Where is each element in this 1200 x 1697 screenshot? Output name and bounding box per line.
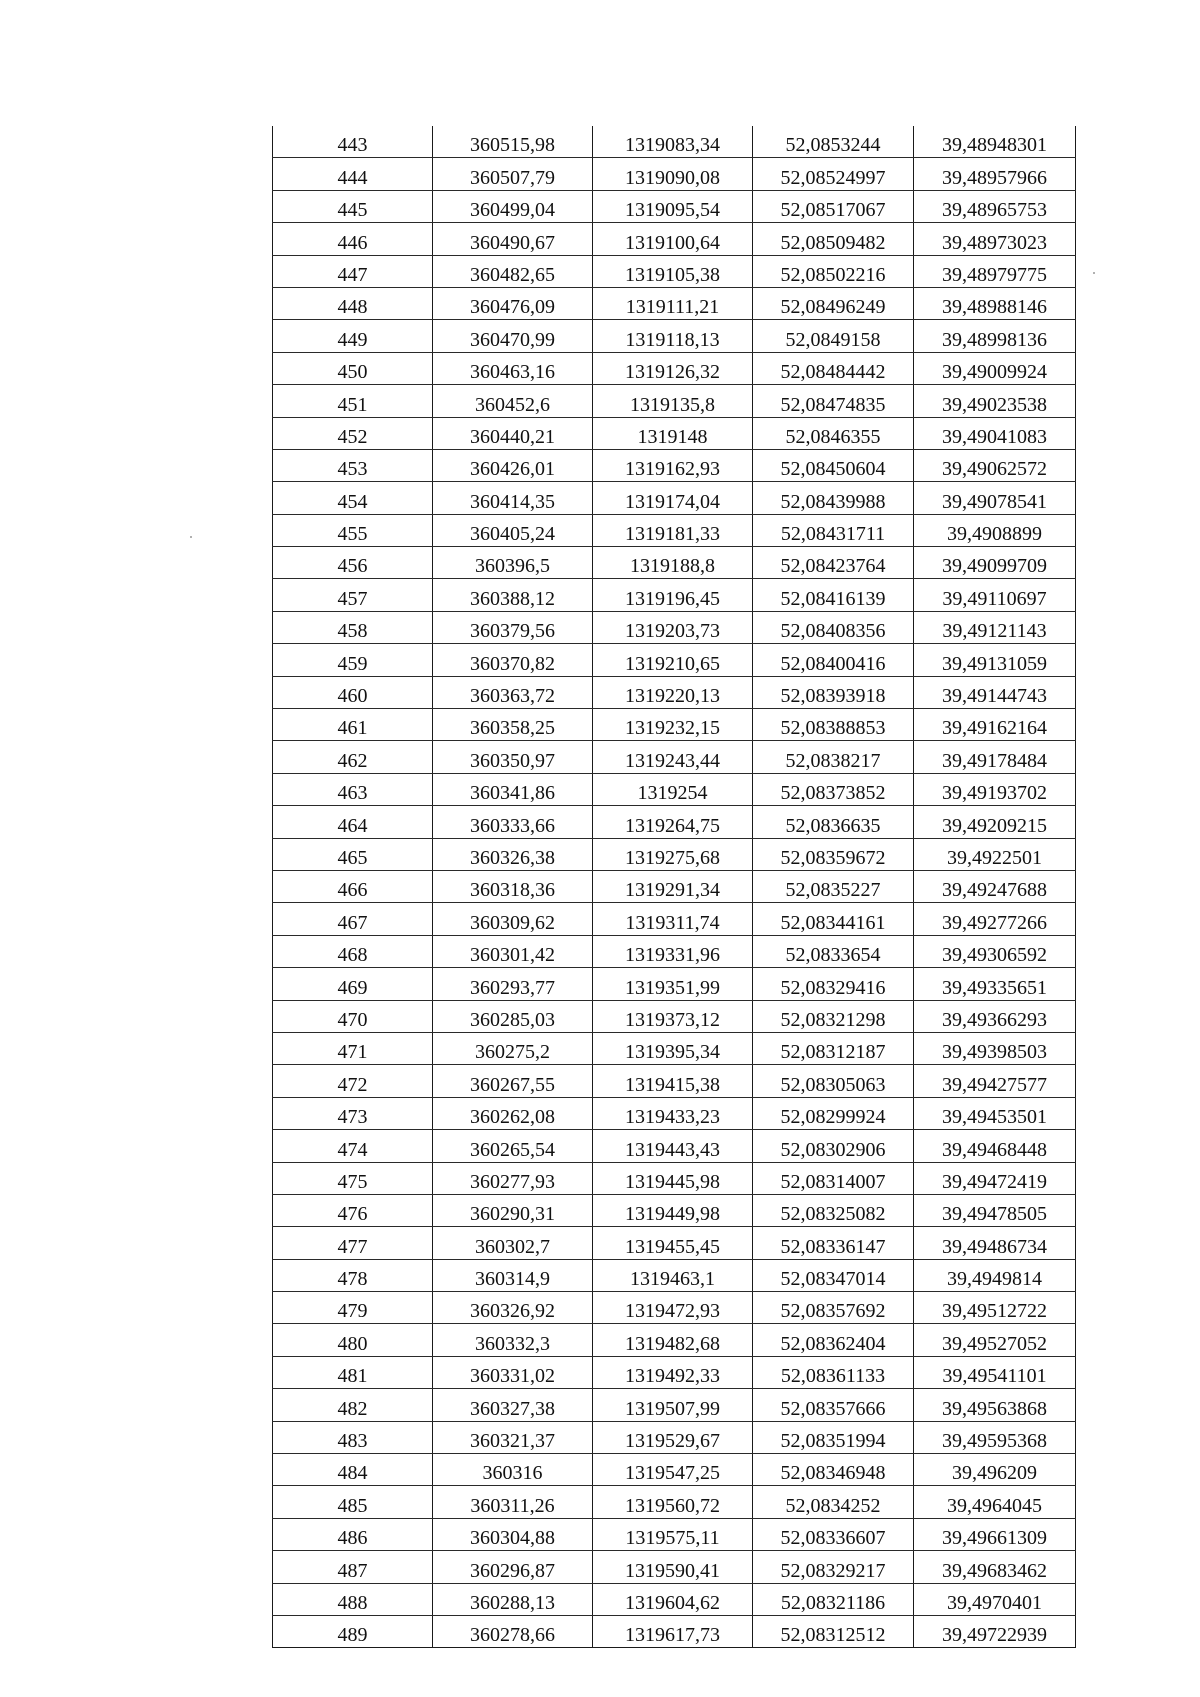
point-number-cell: 449 [273, 320, 433, 352]
table-row [273, 644, 1076, 676]
table-row [273, 1032, 1076, 1064]
table-row [273, 773, 1076, 805]
y-coordinate-cell: 1319232,15 [593, 709, 753, 741]
longitude-cell: 39,48948301 [914, 126, 1076, 158]
longitude-cell: 39,48965753 [914, 190, 1076, 222]
point-number-cell: 481 [273, 1356, 433, 1388]
x-coordinate-cell: 360302,7 [433, 1227, 593, 1259]
longitude-cell: 39,48988146 [914, 287, 1076, 319]
latitude-cell: 52,08509482 [753, 223, 914, 255]
y-coordinate-cell: 1319547,25 [593, 1454, 753, 1486]
latitude-cell: 52,08321298 [753, 1000, 914, 1032]
y-coordinate-cell: 1319373,12 [593, 1000, 753, 1032]
x-coordinate-cell: 360304,88 [433, 1518, 593, 1550]
longitude-cell: 39,49427577 [914, 1065, 1076, 1097]
latitude-cell: 52,08299924 [753, 1097, 914, 1129]
table-row [273, 579, 1076, 611]
x-coordinate-cell: 360293,77 [433, 968, 593, 1000]
point-number-cell: 470 [273, 1000, 433, 1032]
latitude-cell: 52,08314007 [753, 1162, 914, 1194]
table-row [273, 158, 1076, 190]
longitude-cell: 39,49193702 [914, 773, 1076, 805]
table-row [273, 1454, 1076, 1486]
y-coordinate-cell: 1319095,54 [593, 190, 753, 222]
table-row [273, 806, 1076, 838]
longitude-cell: 39,48979775 [914, 255, 1076, 287]
x-coordinate-cell: 360275,2 [433, 1032, 593, 1064]
x-coordinate-cell: 360515,98 [433, 126, 593, 158]
latitude-cell: 52,08474835 [753, 385, 914, 417]
y-coordinate-cell: 1319575,11 [593, 1518, 753, 1550]
latitude-cell: 52,08373852 [753, 773, 914, 805]
table-row [273, 449, 1076, 481]
longitude-cell: 39,49366293 [914, 1000, 1076, 1032]
table-row [273, 385, 1076, 417]
latitude-cell: 52,08312187 [753, 1032, 914, 1064]
latitude-cell: 52,0836635 [753, 806, 914, 838]
point-number-cell: 473 [273, 1097, 433, 1129]
table-row [273, 1324, 1076, 1356]
point-number-cell: 452 [273, 417, 433, 449]
x-coordinate-cell: 360363,72 [433, 676, 593, 708]
x-coordinate-cell: 360296,87 [433, 1551, 593, 1583]
x-coordinate-cell: 360463,16 [433, 352, 593, 384]
point-number-cell: 471 [273, 1032, 433, 1064]
y-coordinate-cell: 1319433,23 [593, 1097, 753, 1129]
x-coordinate-cell: 360262,08 [433, 1097, 593, 1129]
longitude-cell: 39,49178484 [914, 741, 1076, 773]
y-coordinate-cell: 1319449,98 [593, 1194, 753, 1226]
coordinates-table-body [273, 126, 1076, 1648]
x-coordinate-cell: 360265,54 [433, 1130, 593, 1162]
y-coordinate-cell: 1319243,44 [593, 741, 753, 773]
point-number-cell: 462 [273, 741, 433, 773]
longitude-cell: 39,49722939 [914, 1615, 1076, 1647]
table-row [273, 870, 1076, 902]
y-coordinate-cell: 1319220,13 [593, 676, 753, 708]
longitude-cell: 39,49595368 [914, 1421, 1076, 1453]
x-coordinate-cell: 360326,92 [433, 1292, 593, 1324]
x-coordinate-cell: 360267,55 [433, 1065, 593, 1097]
latitude-cell: 52,0846355 [753, 417, 914, 449]
x-coordinate-cell: 360288,13 [433, 1583, 593, 1615]
point-number-cell: 472 [273, 1065, 433, 1097]
latitude-cell: 52,08517067 [753, 190, 914, 222]
longitude-cell: 39,49335651 [914, 968, 1076, 1000]
point-number-cell: 484 [273, 1454, 433, 1486]
latitude-cell: 52,0853244 [753, 126, 914, 158]
longitude-cell: 39,49472419 [914, 1162, 1076, 1194]
point-number-cell: 478 [273, 1259, 433, 1291]
x-coordinate-cell: 360290,31 [433, 1194, 593, 1226]
latitude-cell: 52,08347014 [753, 1259, 914, 1291]
table-row [273, 190, 1076, 222]
point-number-cell: 448 [273, 287, 433, 319]
point-number-cell: 453 [273, 449, 433, 481]
x-coordinate-cell: 360358,25 [433, 709, 593, 741]
table-row [273, 547, 1076, 579]
x-coordinate-cell: 360350,97 [433, 741, 593, 773]
x-coordinate-cell: 360388,12 [433, 579, 593, 611]
longitude-cell: 39,49144743 [914, 676, 1076, 708]
x-coordinate-cell: 360278,66 [433, 1615, 593, 1647]
point-number-cell: 454 [273, 482, 433, 514]
y-coordinate-cell: 1319604,62 [593, 1583, 753, 1615]
y-coordinate-cell: 1319196,45 [593, 579, 753, 611]
point-number-cell: 485 [273, 1486, 433, 1518]
table-row [273, 287, 1076, 319]
table-row [273, 935, 1076, 967]
x-coordinate-cell: 360405,24 [433, 514, 593, 546]
x-coordinate-cell: 360301,42 [433, 935, 593, 967]
coordinates-table [272, 126, 1076, 1648]
y-coordinate-cell: 1319264,75 [593, 806, 753, 838]
table-row [273, 838, 1076, 870]
table-row [273, 903, 1076, 935]
point-number-cell: 488 [273, 1583, 433, 1615]
scan-speck [1093, 272, 1095, 274]
table-row [273, 1583, 1076, 1615]
y-coordinate-cell: 1319507,99 [593, 1389, 753, 1421]
point-number-cell: 459 [273, 644, 433, 676]
latitude-cell: 52,08359672 [753, 838, 914, 870]
y-coordinate-cell: 1319482,68 [593, 1324, 753, 1356]
y-coordinate-cell: 1319529,67 [593, 1421, 753, 1453]
table-row [273, 1615, 1076, 1647]
point-number-cell: 450 [273, 352, 433, 384]
y-coordinate-cell: 1319174,04 [593, 482, 753, 514]
longitude-cell: 39,49398503 [914, 1032, 1076, 1064]
table-row [273, 1227, 1076, 1259]
longitude-cell: 39,4964045 [914, 1486, 1076, 1518]
latitude-cell: 52,08305063 [753, 1065, 914, 1097]
y-coordinate-cell: 1319090,08 [593, 158, 753, 190]
longitude-cell: 39,49099709 [914, 547, 1076, 579]
point-number-cell: 467 [273, 903, 433, 935]
y-coordinate-cell: 1319443,43 [593, 1130, 753, 1162]
y-coordinate-cell: 1319311,74 [593, 903, 753, 935]
table-row [273, 1551, 1076, 1583]
y-coordinate-cell: 1319083,34 [593, 126, 753, 158]
table-row [273, 1389, 1076, 1421]
point-number-cell: 487 [273, 1551, 433, 1583]
point-number-cell: 446 [273, 223, 433, 255]
longitude-cell: 39,4949814 [914, 1259, 1076, 1291]
latitude-cell: 52,08393918 [753, 676, 914, 708]
table-row [273, 1292, 1076, 1324]
y-coordinate-cell: 1319445,98 [593, 1162, 753, 1194]
point-number-cell: 457 [273, 579, 433, 611]
latitude-cell: 52,08362404 [753, 1324, 914, 1356]
x-coordinate-cell: 360414,35 [433, 482, 593, 514]
y-coordinate-cell: 1319617,73 [593, 1615, 753, 1647]
point-number-cell: 447 [273, 255, 433, 287]
x-coordinate-cell: 360332,3 [433, 1324, 593, 1356]
table-row [273, 1000, 1076, 1032]
y-coordinate-cell: 1319188,8 [593, 547, 753, 579]
longitude-cell: 39,4970401 [914, 1583, 1076, 1615]
y-coordinate-cell: 1319135,8 [593, 385, 753, 417]
point-number-cell: 486 [273, 1518, 433, 1550]
table-row [273, 352, 1076, 384]
longitude-cell: 39,49110697 [914, 579, 1076, 611]
point-number-cell: 458 [273, 611, 433, 643]
latitude-cell: 52,08302906 [753, 1130, 914, 1162]
y-coordinate-cell: 1319331,96 [593, 935, 753, 967]
x-coordinate-cell: 360285,03 [433, 1000, 593, 1032]
x-coordinate-cell: 360321,37 [433, 1421, 593, 1453]
longitude-cell: 39,48998136 [914, 320, 1076, 352]
latitude-cell: 52,08321186 [753, 1583, 914, 1615]
table-row [273, 1421, 1076, 1453]
point-number-cell: 466 [273, 870, 433, 902]
y-coordinate-cell: 1319351,99 [593, 968, 753, 1000]
point-number-cell: 460 [273, 676, 433, 708]
longitude-cell: 39,49541101 [914, 1356, 1076, 1388]
point-number-cell: 465 [273, 838, 433, 870]
latitude-cell: 52,08357692 [753, 1292, 914, 1324]
latitude-cell: 52,08336147 [753, 1227, 914, 1259]
point-number-cell: 469 [273, 968, 433, 1000]
longitude-cell: 39,49009924 [914, 352, 1076, 384]
y-coordinate-cell: 1319291,34 [593, 870, 753, 902]
table-row [273, 1065, 1076, 1097]
latitude-cell: 52,0834252 [753, 1486, 914, 1518]
longitude-cell: 39,49306592 [914, 935, 1076, 967]
x-coordinate-cell: 360396,5 [433, 547, 593, 579]
longitude-cell: 39,49527052 [914, 1324, 1076, 1356]
longitude-cell: 39,49062572 [914, 449, 1076, 481]
table-row [273, 514, 1076, 546]
y-coordinate-cell: 1319472,93 [593, 1292, 753, 1324]
latitude-cell: 52,0838217 [753, 741, 914, 773]
point-number-cell: 476 [273, 1194, 433, 1226]
x-coordinate-cell: 360426,01 [433, 449, 593, 481]
table-row [273, 1518, 1076, 1550]
table-row [273, 417, 1076, 449]
longitude-cell: 39,4908899 [914, 514, 1076, 546]
y-coordinate-cell: 1319590,41 [593, 1551, 753, 1583]
x-coordinate-cell: 360331,02 [433, 1356, 593, 1388]
point-number-cell: 479 [273, 1292, 433, 1324]
longitude-cell: 39,49683462 [914, 1551, 1076, 1583]
latitude-cell: 52,08439988 [753, 482, 914, 514]
latitude-cell: 52,08361133 [753, 1356, 914, 1388]
y-coordinate-cell: 1319275,68 [593, 838, 753, 870]
table-row [273, 676, 1076, 708]
point-number-cell: 443 [273, 126, 433, 158]
x-coordinate-cell: 360370,82 [433, 644, 593, 676]
point-number-cell: 461 [273, 709, 433, 741]
x-coordinate-cell: 360318,36 [433, 870, 593, 902]
table-row [273, 1194, 1076, 1226]
y-coordinate-cell: 1319148 [593, 417, 753, 449]
table-row [273, 968, 1076, 1000]
table-row [273, 709, 1076, 741]
latitude-cell: 52,08336607 [753, 1518, 914, 1550]
x-coordinate-cell: 360476,09 [433, 287, 593, 319]
point-number-cell: 463 [273, 773, 433, 805]
latitude-cell: 52,08431711 [753, 514, 914, 546]
y-coordinate-cell: 1319254 [593, 773, 753, 805]
x-coordinate-cell: 360440,21 [433, 417, 593, 449]
x-coordinate-cell: 360490,67 [433, 223, 593, 255]
latitude-cell: 52,08502216 [753, 255, 914, 287]
longitude-cell: 39,49078541 [914, 482, 1076, 514]
longitude-cell: 39,49478505 [914, 1194, 1076, 1226]
y-coordinate-cell: 1319203,73 [593, 611, 753, 643]
y-coordinate-cell: 1319492,33 [593, 1356, 753, 1388]
point-number-cell: 482 [273, 1389, 433, 1421]
point-number-cell: 483 [273, 1421, 433, 1453]
x-coordinate-cell: 360379,56 [433, 611, 593, 643]
y-coordinate-cell: 1319105,38 [593, 255, 753, 287]
table-row [273, 320, 1076, 352]
latitude-cell: 52,08344161 [753, 903, 914, 935]
longitude-cell: 39,49209215 [914, 806, 1076, 838]
latitude-cell: 52,08346948 [753, 1454, 914, 1486]
point-number-cell: 444 [273, 158, 433, 190]
latitude-cell: 52,08484442 [753, 352, 914, 384]
latitude-cell: 52,08351994 [753, 1421, 914, 1453]
latitude-cell: 52,08408356 [753, 611, 914, 643]
latitude-cell: 52,08400416 [753, 644, 914, 676]
y-coordinate-cell: 1319162,93 [593, 449, 753, 481]
table-row [273, 741, 1076, 773]
table-row [273, 223, 1076, 255]
point-number-cell: 477 [273, 1227, 433, 1259]
latitude-cell: 52,0849158 [753, 320, 914, 352]
table-row [273, 255, 1076, 287]
longitude-cell: 39,49563868 [914, 1389, 1076, 1421]
x-coordinate-cell: 360470,99 [433, 320, 593, 352]
point-number-cell: 480 [273, 1324, 433, 1356]
longitude-cell: 39,49468448 [914, 1130, 1076, 1162]
point-number-cell: 445 [273, 190, 433, 222]
y-coordinate-cell: 1319126,32 [593, 352, 753, 384]
y-coordinate-cell: 1319560,72 [593, 1486, 753, 1518]
latitude-cell: 52,0835227 [753, 870, 914, 902]
latitude-cell: 52,08496249 [753, 287, 914, 319]
y-coordinate-cell: 1319455,45 [593, 1227, 753, 1259]
table-row [273, 1130, 1076, 1162]
table-row [273, 1259, 1076, 1291]
x-coordinate-cell: 360327,38 [433, 1389, 593, 1421]
table-row [273, 482, 1076, 514]
point-number-cell: 464 [273, 806, 433, 838]
longitude-cell: 39,49041083 [914, 417, 1076, 449]
point-number-cell: 468 [273, 935, 433, 967]
x-coordinate-cell: 360314,9 [433, 1259, 593, 1291]
table-row [273, 1097, 1076, 1129]
latitude-cell: 52,0833654 [753, 935, 914, 967]
latitude-cell: 52,08325082 [753, 1194, 914, 1226]
point-number-cell: 475 [273, 1162, 433, 1194]
longitude-cell: 39,49453501 [914, 1097, 1076, 1129]
y-coordinate-cell: 1319118,13 [593, 320, 753, 352]
latitude-cell: 52,08329416 [753, 968, 914, 1000]
x-coordinate-cell: 360316 [433, 1454, 593, 1486]
table-row [273, 1162, 1076, 1194]
table-row [273, 126, 1076, 158]
longitude-cell: 39,49121143 [914, 611, 1076, 643]
latitude-cell: 52,08450604 [753, 449, 914, 481]
point-number-cell: 489 [273, 1615, 433, 1647]
longitude-cell: 39,4922501 [914, 838, 1076, 870]
y-coordinate-cell: 1319415,38 [593, 1065, 753, 1097]
x-coordinate-cell: 360499,04 [433, 190, 593, 222]
latitude-cell: 52,08524997 [753, 158, 914, 190]
x-coordinate-cell: 360333,66 [433, 806, 593, 838]
latitude-cell: 52,08357666 [753, 1389, 914, 1421]
table-row [273, 1486, 1076, 1518]
longitude-cell: 39,48973023 [914, 223, 1076, 255]
longitude-cell: 39,49661309 [914, 1518, 1076, 1550]
longitude-cell: 39,49277266 [914, 903, 1076, 935]
x-coordinate-cell: 360482,65 [433, 255, 593, 287]
x-coordinate-cell: 360326,38 [433, 838, 593, 870]
longitude-cell: 39,49512722 [914, 1292, 1076, 1324]
point-number-cell: 455 [273, 514, 433, 546]
latitude-cell: 52,08329217 [753, 1551, 914, 1583]
table-row [273, 1356, 1076, 1388]
x-coordinate-cell: 360341,86 [433, 773, 593, 805]
longitude-cell: 39,49131059 [914, 644, 1076, 676]
longitude-cell: 39,49486734 [914, 1227, 1076, 1259]
scan-speck [190, 536, 192, 538]
point-number-cell: 451 [273, 385, 433, 417]
y-coordinate-cell: 1319210,65 [593, 644, 753, 676]
table-row [273, 611, 1076, 643]
y-coordinate-cell: 1319111,21 [593, 287, 753, 319]
point-number-cell: 474 [273, 1130, 433, 1162]
x-coordinate-cell: 360309,62 [433, 903, 593, 935]
latitude-cell: 52,08416139 [753, 579, 914, 611]
latitude-cell: 52,08312512 [753, 1615, 914, 1647]
y-coordinate-cell: 1319395,34 [593, 1032, 753, 1064]
latitude-cell: 52,08388853 [753, 709, 914, 741]
x-coordinate-cell: 360507,79 [433, 158, 593, 190]
point-number-cell: 456 [273, 547, 433, 579]
y-coordinate-cell: 1319100,64 [593, 223, 753, 255]
longitude-cell: 39,49247688 [914, 870, 1076, 902]
longitude-cell: 39,49023538 [914, 385, 1076, 417]
x-coordinate-cell: 360277,93 [433, 1162, 593, 1194]
longitude-cell: 39,496209 [914, 1454, 1076, 1486]
y-coordinate-cell: 1319181,33 [593, 514, 753, 546]
x-coordinate-cell: 360311,26 [433, 1486, 593, 1518]
latitude-cell: 52,08423764 [753, 547, 914, 579]
y-coordinate-cell: 1319463,1 [593, 1259, 753, 1291]
longitude-cell: 39,49162164 [914, 709, 1076, 741]
longitude-cell: 39,48957966 [914, 158, 1076, 190]
x-coordinate-cell: 360452,6 [433, 385, 593, 417]
